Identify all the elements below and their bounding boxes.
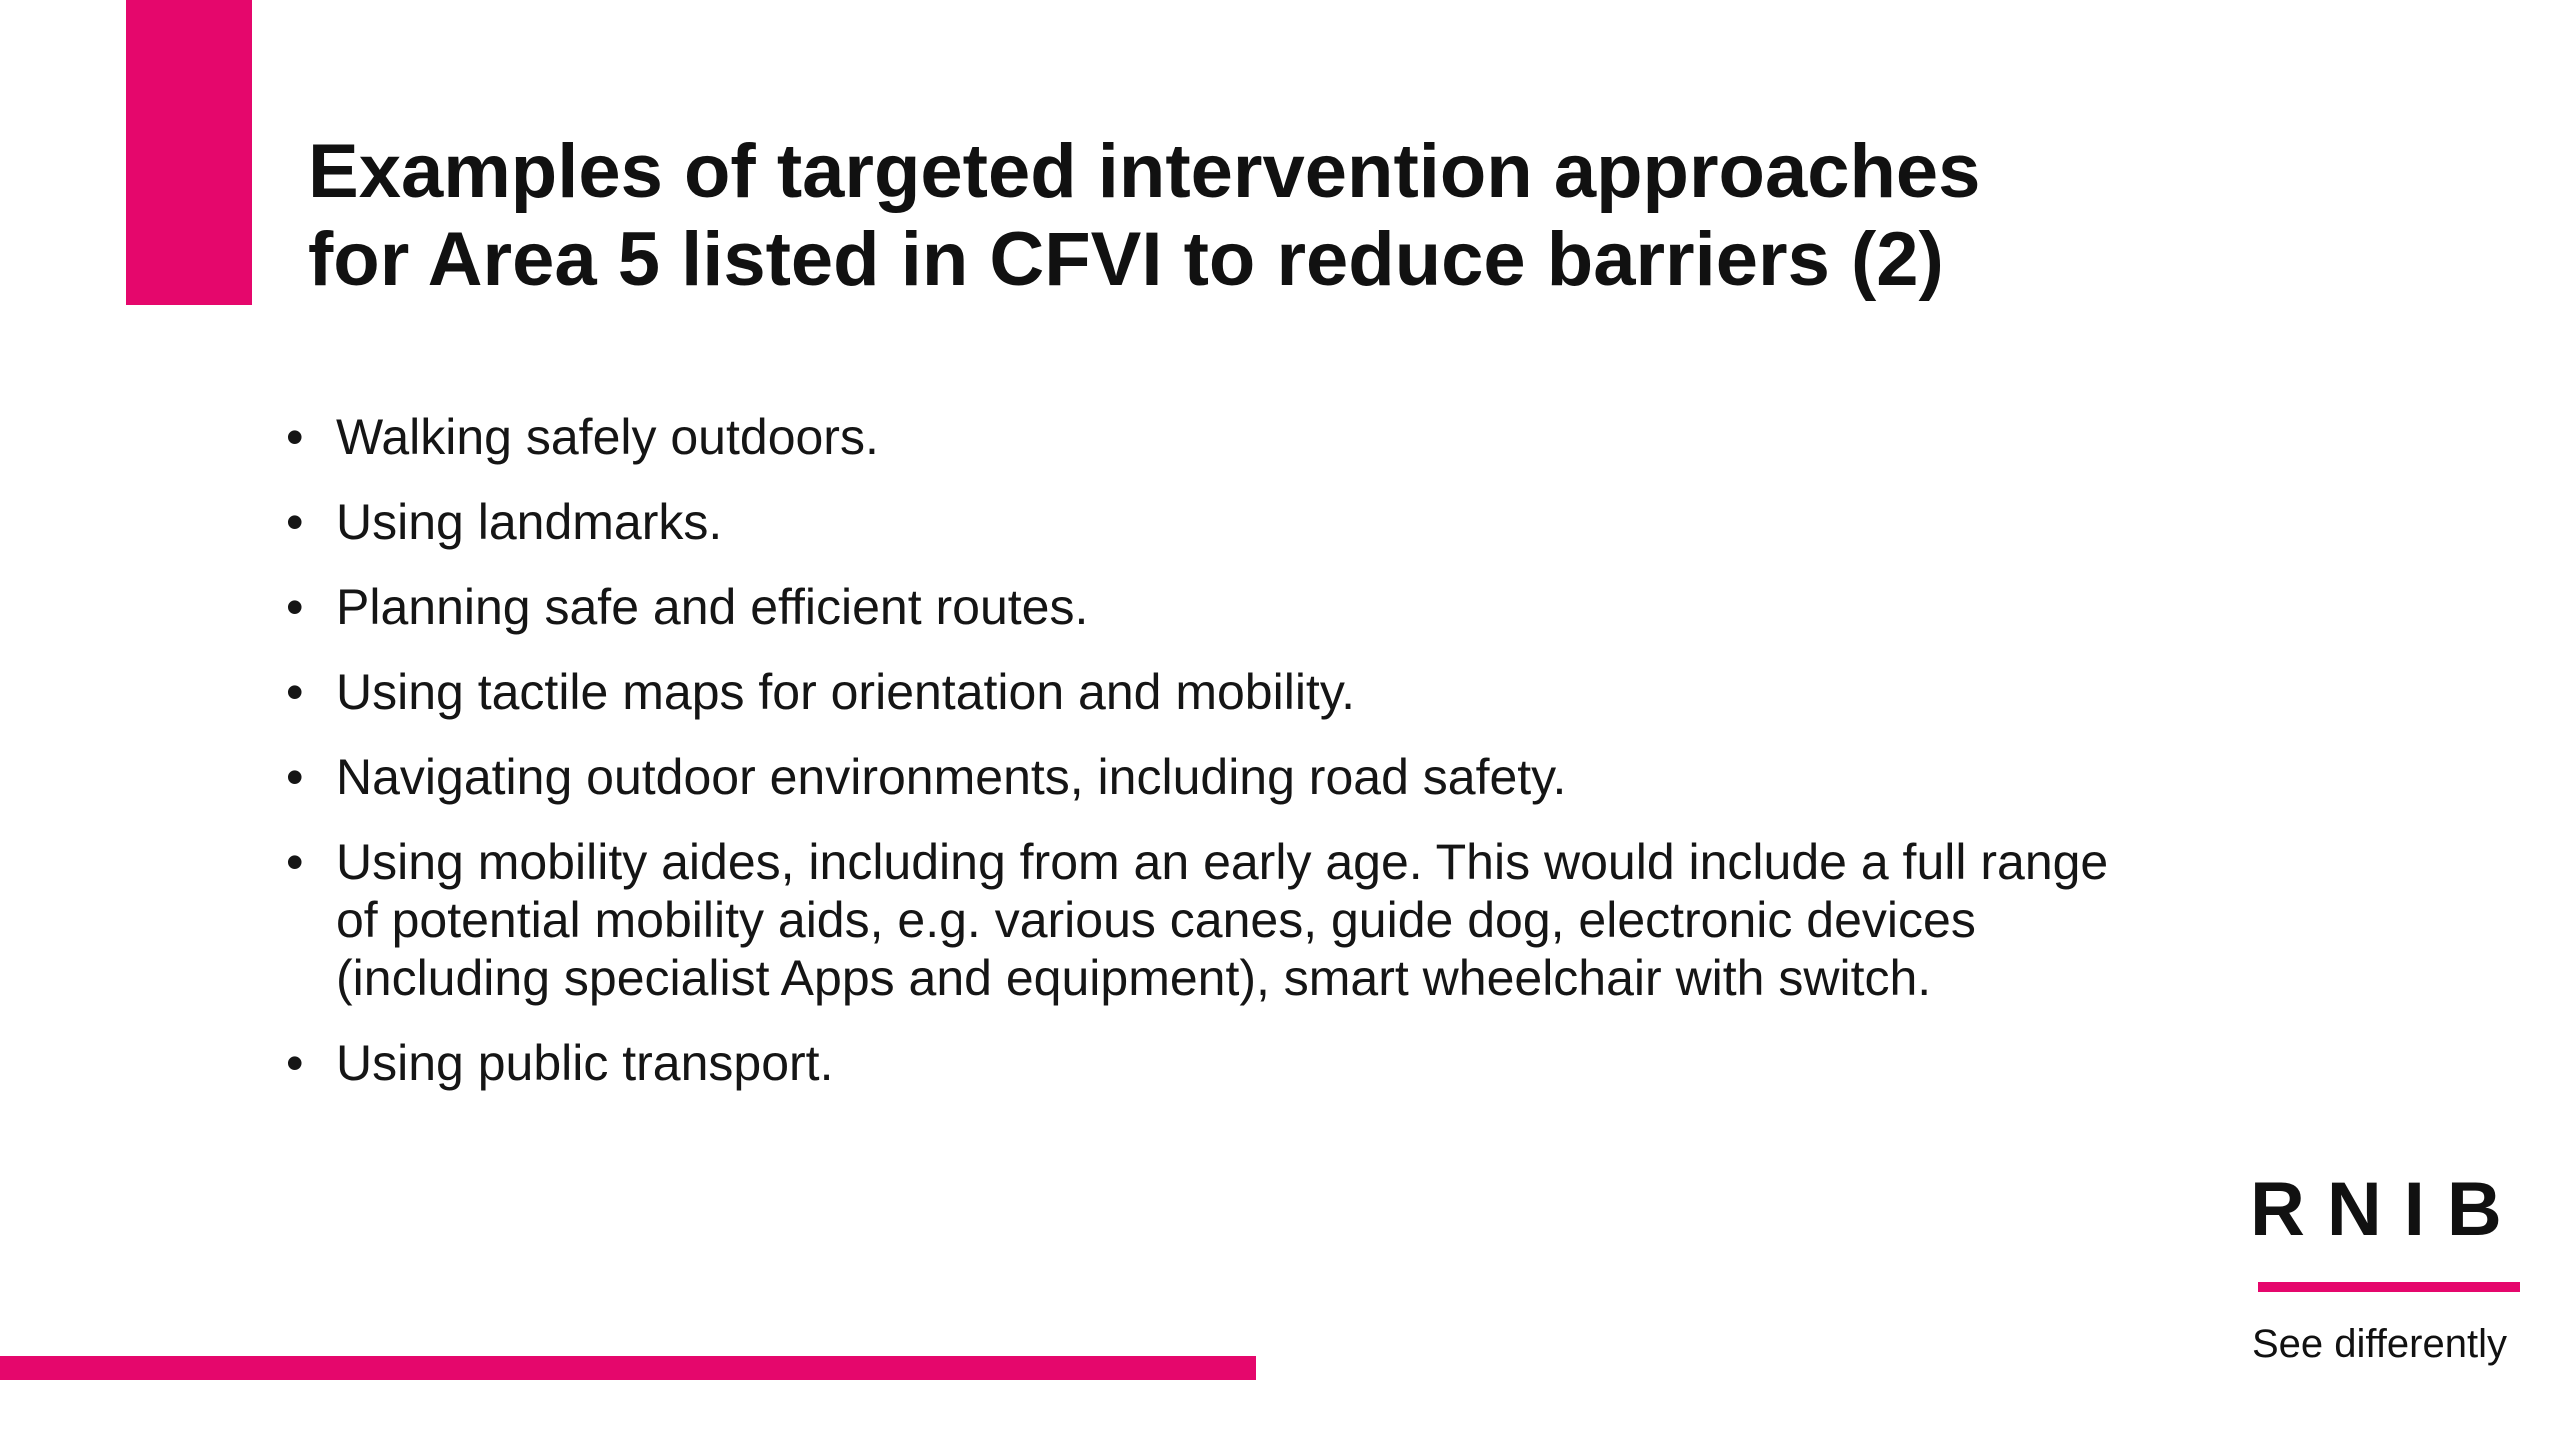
bullet-text: Planning safe and efficient routes.: [336, 579, 1089, 635]
bullet-text: Using tactile maps for orientation and mobility.: [336, 664, 1355, 720]
bullet-item-routes: [286, 578, 2146, 636]
bullet-text: Using mobility aides, including from an early age. This would include a full range of potential mobility aids, e.g. various canes, guide dog, electronic devices (including specialist Apps and equipment), smart wheelchair with switch.: [336, 834, 2109, 1006]
logo-underline: [2258, 1282, 2520, 1292]
bullet-dot-icon: •: [286, 749, 304, 805]
bullet-item-public-transport: [286, 1034, 2146, 1092]
bullet-dot-icon: •: [286, 409, 304, 465]
bullet-text: Using landmarks.: [336, 494, 723, 550]
bullet-text: Using public transport.: [336, 1035, 834, 1091]
bullet-text: Navigating outdoor environments, including road safety.: [336, 749, 1567, 805]
bullet-dot-icon: •: [286, 579, 304, 635]
slide-title-line-1: Examples of targeted intervention approaches: [308, 129, 1981, 214]
logo-wordmark: RNIB: [2250, 1167, 2524, 1252]
bullet-item-navigating: [286, 748, 2146, 806]
rnib-logo: [2250, 1167, 2524, 1380]
bullet-item-mobility-aides: [286, 833, 2146, 1007]
slide-title-line-2: for Area 5 listed in CFVI to reduce barriers (2): [308, 217, 1944, 302]
title-accent-bar: [126, 0, 252, 305]
bullet-dot-icon: •: [286, 1035, 304, 1091]
bullet-dot-icon: •: [286, 834, 304, 890]
bullet-item-landmarks: [286, 493, 2146, 551]
bullet-dot-icon: •: [286, 664, 304, 720]
bullet-list: [286, 408, 2146, 1119]
bullet-dot-icon: •: [286, 494, 304, 550]
footer-accent-bar: [0, 1356, 1256, 1380]
bullet-text: Walking safely outdoors.: [336, 409, 879, 465]
logo-tagline: See differently: [2252, 1322, 2507, 1366]
bullet-item-walking: [286, 408, 2146, 466]
bullet-item-tactile-maps: [286, 663, 2146, 721]
slide-title: [308, 128, 2188, 304]
